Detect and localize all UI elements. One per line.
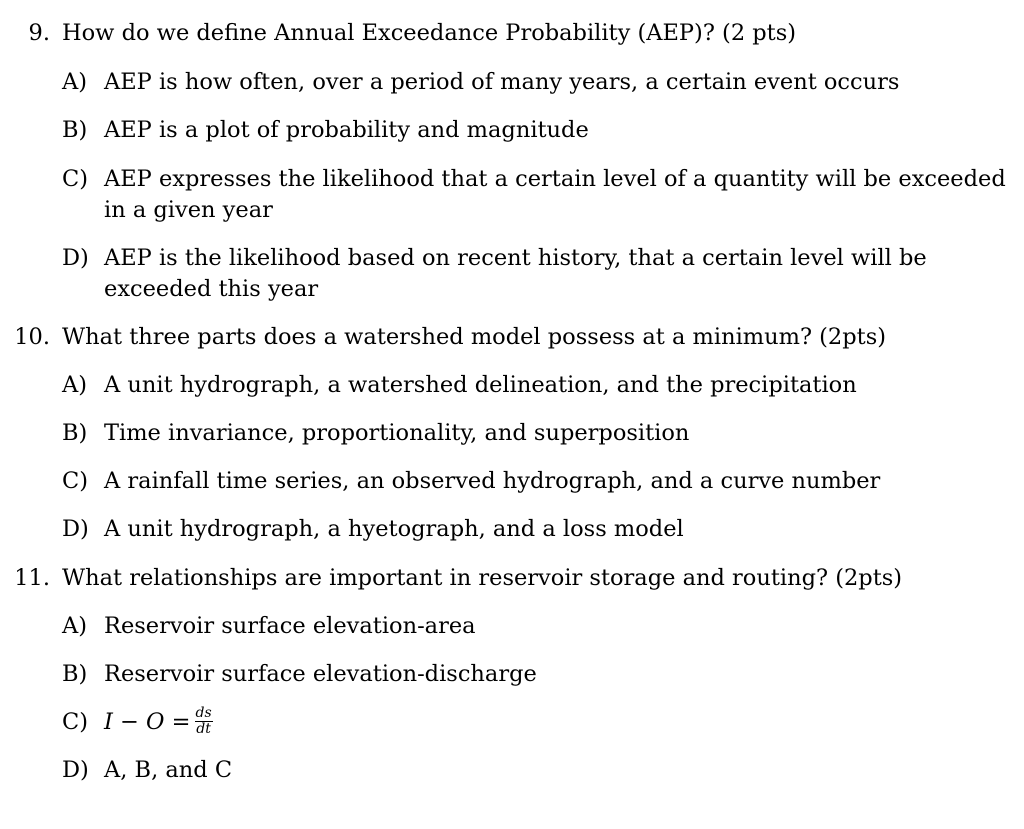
option-letter: B) — [62, 117, 88, 143]
option-letter: C) — [62, 166, 88, 192]
option-letter: A) — [62, 613, 88, 639]
option-letter: D) — [62, 245, 89, 271]
option-letter: D) — [62, 757, 89, 783]
option-text: AEP expresses the likelihood that a certain level of a quantity will be exceeded in a given year — [104, 166, 1006, 223]
question-text: How do we define Annual Exceedance Probability (AEP)? (2 pts) — [62, 20, 797, 46]
question-number: 9. — [28, 20, 50, 46]
option-text: Time invariance, proportionality, and superposition — [104, 420, 690, 446]
math-fraction — [195, 706, 213, 737]
option-text: A unit hydrograph, a hyetograph, and a loss model — [104, 516, 684, 542]
question-text: What three parts does a watershed model possess at a minimum? (2pts) — [62, 324, 887, 350]
math-lhs: I − O = — [104, 709, 191, 735]
option-text: Reservoir surface elevation-area — [104, 613, 476, 639]
option-letter: B) — [62, 420, 88, 446]
fraction-denominator: dt — [196, 720, 211, 737]
option-text: Reservoir surface elevation-discharge — [104, 661, 537, 687]
fraction-numerator: ds — [195, 704, 212, 721]
option-text: AEP is the likelihood based on recent history, that a certain level will be exceeded this year — [104, 245, 927, 302]
option-text: AEP is how often, over a period of many years, a certain event occurs — [104, 69, 900, 95]
question-text: What relationships are important in reservoir storage and routing? (2pts) — [62, 565, 903, 591]
question-number: 11. — [14, 565, 50, 591]
option-text: AEP is a plot of probability and magnitude — [104, 117, 589, 143]
option-letter: A) — [62, 69, 88, 95]
option-letter: A) — [62, 372, 88, 398]
option-text: A rainfall time series, an observed hydrograph, and a curve number — [104, 468, 881, 494]
question-number: 10. — [14, 324, 50, 350]
option-text: A unit hydrograph, a watershed delineation, and the precipitation — [104, 372, 857, 398]
option-letter: D) — [62, 516, 89, 542]
option-letter: C) — [62, 468, 88, 494]
option-math — [104, 704, 1008, 739]
option-letter: B) — [62, 661, 88, 687]
option-letter: C) — [62, 709, 88, 735]
option-text: A, B, and C — [104, 757, 233, 783]
